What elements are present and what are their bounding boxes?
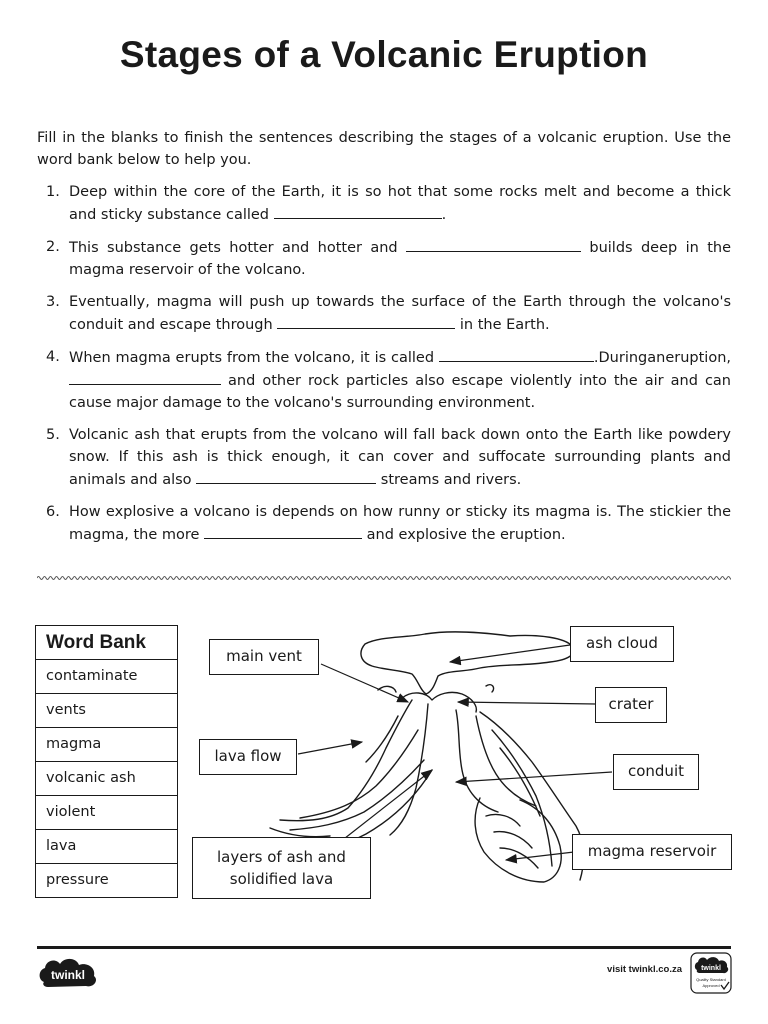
question-5 [37,424,731,491]
word-bank-item: magma [36,728,177,762]
label-magma-reservoir: magma reservoir [572,834,732,870]
question-text: Deep within the core of the Earth, it is so hot that some rocks melt and become a thick and sticky substance called [69,184,731,223]
question-text: . [441,207,447,223]
answer-blank[interactable] [277,313,455,329]
question-number: 3. [46,294,60,310]
label-ash-cloud: ash cloud [570,626,674,662]
question-text: and other rock particles also escape violently into the air and can cause major damage to the volcano's surrounding environment. [69,373,731,411]
answer-blank[interactable] [196,468,376,484]
answer-blank[interactable] [406,236,581,252]
question-number: 5. [46,427,60,443]
footer-website: visit twinkl.co.za [607,964,682,975]
question-number: 2. [46,239,60,255]
question-text: and explosive the eruption. [362,527,566,543]
word-bank-item: lava [36,830,177,864]
question-text: This substance gets hotter and hotter and [69,240,406,256]
question-2 [37,236,731,281]
label-main-vent: main vent [209,639,319,675]
label-layers-of-ash: layers of ash and solidified lava [192,837,371,899]
word-bank-heading: Word Bank [36,626,177,660]
question-text: streams and rivers. [376,472,522,488]
logo-text: twinkl [50,968,86,982]
answer-blank[interactable] [69,369,221,385]
question-text: How explosive a volcano is depends on how runny or sticky its magma is. The stickier the magma, the more [69,504,731,543]
question-number: 6. [46,504,60,520]
question-text: builds deep in the magma reservoir of the volcano. [69,240,731,278]
word-bank-item: contaminate [36,660,177,694]
question-text: Eventually, magma will push up towards the surface of the Earth through the volcano's conduit and escape through [69,294,731,333]
question-text: .Duringaneruption, [593,350,731,366]
answer-blank[interactable] [439,346,594,362]
badge-line-1: Quality Standard [696,977,726,982]
question-list [37,181,731,556]
label-crater: crater [595,687,667,723]
twinkl-logo [36,954,100,990]
question-text: in the Earth. [455,317,550,333]
wavy-divider [37,573,731,583]
question-4 [37,346,731,414]
question-text: When magma erupts from the volcano, it is called [69,350,439,366]
instructions: Fill in the blanks to finish the sentences describing the stages of a volcanic eruption. Use the word bank below to help you. [37,130,731,168]
word-bank-item: volcanic ash [36,762,177,796]
volcano-diagram [180,620,740,910]
word-bank [35,625,178,898]
label-lava-flow: lava flow [199,739,297,775]
question-text: Volcanic ash that erupts from the volcano will fall back down onto the Earth like powdery snow. If this ash is thick enough, it can cover and suffocate surrounding plants and animals and also [69,427,731,488]
question-3 [37,291,731,336]
question-6 [37,501,731,546]
question-1 [37,181,731,226]
question-number: 1. [46,184,60,200]
footer-divider [37,946,731,949]
word-bank-item: violent [36,796,177,830]
label-conduit: conduit [613,754,699,790]
word-bank-item: pressure [46,872,109,888]
answer-blank[interactable] [274,203,442,219]
quality-badge [690,952,732,994]
badge-brand: twinkl [701,965,721,972]
word-bank-item: vents [36,694,177,728]
answer-blank[interactable] [204,523,362,539]
page-title: Stages of a Volcanic Eruption [119,34,649,75]
badge-line-2: Approved [702,983,720,988]
question-number: 4. [46,349,60,365]
